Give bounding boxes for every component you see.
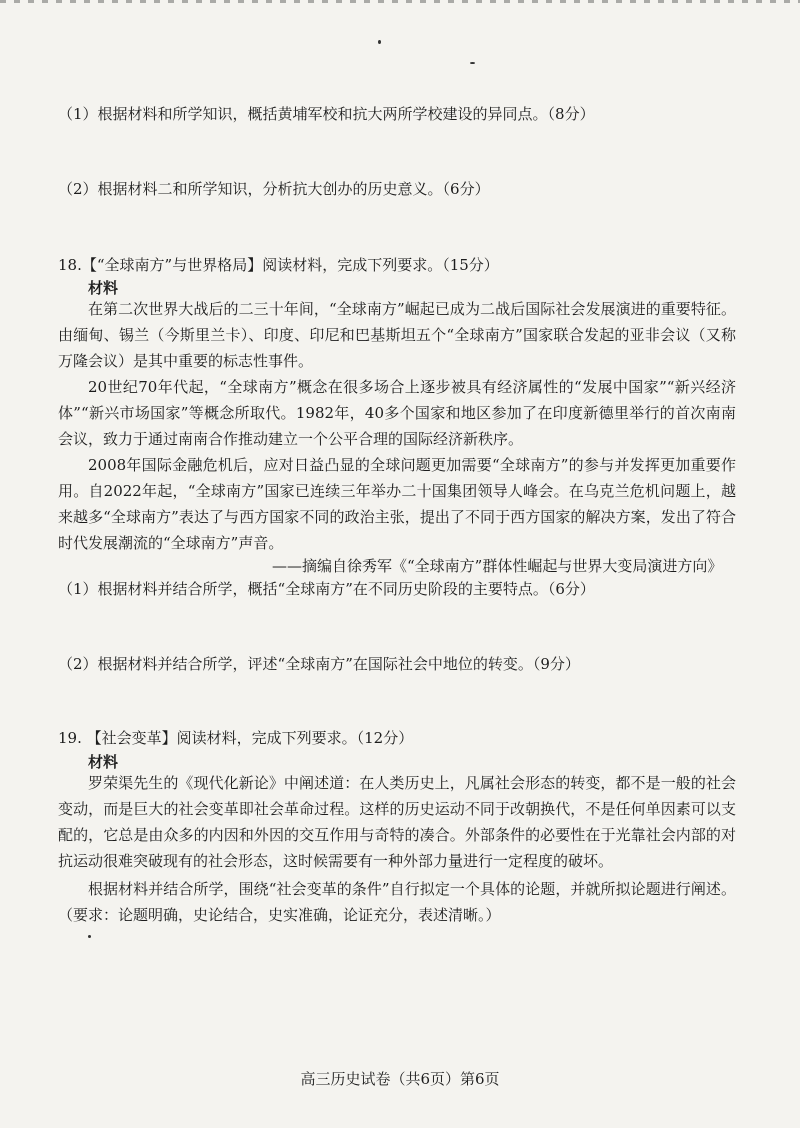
q18-source: ——摘编自徐秀军《“全球南方”群体性崛起与世界大变局演进方向》 [272, 557, 723, 575]
scan-speck [88, 935, 91, 938]
q18-material-label: 材料 [88, 279, 119, 297]
q18-paragraph-2: 20世纪70年代起，“全球南方”概念在很多场合上逐步被具有经济属性的“发展中国家”“新兴经济体”“新兴市场国家”等概念所取代。1982年，40多个国家和地区参加了在印度新德里举行的首次南南会议，致力于通过南南合作推动建立一个公平合理的国际经济新秩序。 [58, 378, 736, 448]
q18-paragraph-1: 在第二次世界大战后的二三十年间，“全球南方”崛起已成为二战后国际社会发展演进的重要特征。由缅甸、锡兰（今斯里兰卡）、印度、印尼和巴基斯坦五个“全球南方”国家联合发起的亚非会议（又称万隆会议）是其中重要的标志性事件。 [58, 300, 736, 370]
scan-speck [378, 40, 381, 44]
q19-paragraph: 罗荣渠先生的《现代化新论》中阐述道：在人类历史上，凡属社会形态的转变，都不是一般的社会变动，而是巨大的社会变革即社会革命过程。这样的历史运动不同于改朝换代，不是任何单因素可以支配的，它总是由众多的内因和外因的交互作用与奇特的凑合。外部条件的必要性在于光靠社会内部的对抗运动很难突破现有的社会形态，这时候需要有一种外部力量进行一定程度的破坏。 [58, 774, 736, 870]
q18-sub2: （2）根据材料并结合所学，评述“全球南方”在国际社会中地位的转变。（9分） [58, 655, 580, 673]
q19-task: 根据材料并结合所学，围绕“社会变革的条件”自行拟定一个具体的论题，并就所拟论题进行阐述。（要求：论题明确，史论结合，史实准确，论证充分，表述清晰。） [58, 880, 736, 924]
q19-material-label: 材料 [88, 753, 119, 771]
scan-speck [470, 62, 475, 64]
q17-sub2: （2）根据材料二和所学知识，分析抗大创办的历史意义。（6分） [58, 180, 490, 198]
q17-sub1: （1）根据材料和所学知识，概括黄埔军校和抗大两所学校建设的异同点。（8分） [58, 105, 595, 123]
q18-sub1: （1）根据材料并结合所学，概括“全球南方”在不同历史阶段的主要特点。（6分） [58, 580, 595, 598]
q18-header: 18.【“全球南方”与世界格局】阅读材料，完成下列要求。（15分） [58, 256, 499, 274]
q18-paragraph-3: 2008年国际金融危机后，应对日益凸显的全球问题更加需要“全球南方”的参与并发挥更加重要作用。自2022年起，“全球南方”国家已连续三年举办二十国集团领导人峰会。在乌克兰危机问题上，越来越多“全球南方”表达了与西方国家不同的政治主张，提出了不同于西方国家的解决方案，发出了符合时代发展潮流的“全球南方”声音。 [58, 456, 736, 552]
q19-header: 19. 【社会变革】阅读材料，完成下列要求。（12分） [58, 729, 414, 747]
scan-edge [0, 0, 800, 3]
page-footer: 高三历史试卷（共6页）第6页 [300, 1070, 500, 1088]
